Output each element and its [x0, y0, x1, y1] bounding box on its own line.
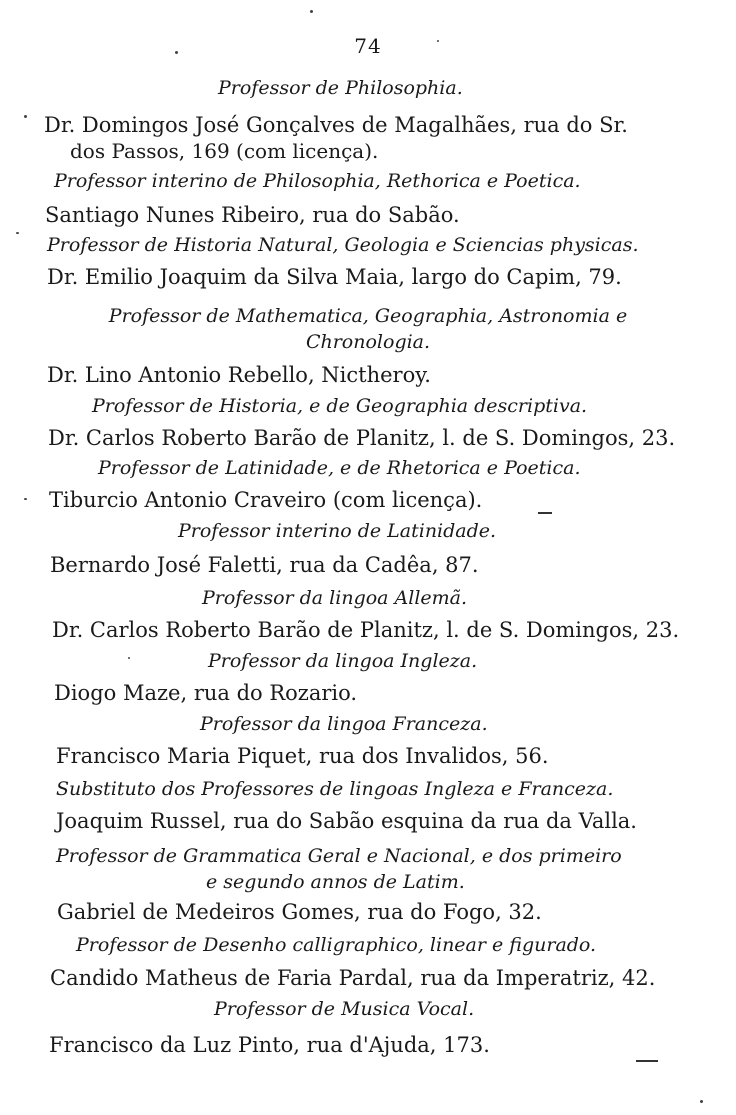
heading-franceza: Professor da lingoa Franceza.	[200, 713, 488, 735]
entry-text-line: Dr. Domingos José Gonçalves de Magalhães, rua do Sr.	[44, 113, 628, 137]
scan-speck	[310, 10, 313, 13]
heading-desenho: Professor de Desenho calligraphico, linear e figurado.	[76, 934, 597, 956]
scan-speck	[700, 1100, 703, 1103]
scan-speck	[175, 51, 178, 54]
heading-line: Chronologia.	[305, 331, 431, 353]
entry-text-line: Dr. Carlos Roberto Barão de Planitz, l. de S. Domingos, 23.	[48, 426, 676, 450]
heading-latinidade: Professor de Latinidade, e de Rhetorica e Poetica.	[98, 457, 581, 479]
entry-text-line: Dr. Emilio Joaquim da Silva Maia, largo do Capim, 79.	[47, 265, 622, 289]
scan-dash	[636, 1060, 658, 1062]
heading-line: Professor de Mathematica, Geographia, Astronomia e	[108, 305, 628, 327]
entry-text-line: Dr. Carlos Roberto Barão de Planitz, l. de S. Domingos, 23.	[52, 618, 680, 642]
heading-interino-latinidade: Professor interino de Latinidade.	[178, 520, 497, 542]
entry-text-line: Dr. Lino Antonio Rebello, Nictheroy.	[47, 363, 431, 387]
entry-text-line: Francisco da Luz Pinto, rua d'Ajuda, 173.	[49, 1033, 490, 1057]
heading-substituto: Substituto dos Professores de lingoas Ingleza e Franceza.	[56, 778, 614, 800]
entry-text-line: Candido Matheus de Faria Pardal, rua da Imperatriz, 42.	[50, 966, 656, 990]
entry-text-line: Francisco Maria Piquet, rua dos Invalidos, 56.	[56, 744, 549, 768]
entry-text-line: Santiago Nunes Ribeiro, rua do Sabão.	[45, 203, 460, 227]
heading-historia: Professor de Historia, e de Geographia descriptiva.	[92, 395, 588, 417]
scan-speck	[437, 40, 439, 42]
entry-text-line: Diogo Maze, rua do Rozario.	[54, 681, 358, 705]
page-number: 74	[354, 34, 382, 58]
scan-dash	[538, 512, 552, 514]
scan-speck	[24, 115, 27, 118]
heading-grammatica	[56, 843, 656, 895]
heading-historia-natural: Professor de Historia Natural, Geologia e Sciencias physicas.	[47, 234, 639, 256]
heading-line: Professor de Grammatica Geral e Nacional, e dos primeiro	[56, 845, 622, 867]
scan-speck	[128, 657, 130, 659]
heading-interino-philosophia: Professor interino de Philosophia, Rethorica e Poetica.	[54, 170, 581, 192]
entry-text-line: Gabriel de Medeiros Gomes, rua do Fogo, 32.	[57, 900, 542, 924]
entry-text-line: dos Passos, 169 (com licença).	[70, 139, 379, 163]
heading-line: e segundo annos de Latim.	[206, 871, 465, 893]
entry-text-line: Tiburcio Antonio Craveiro (com licença).	[49, 488, 483, 512]
entry-text-line: Joaquim Russel, rua do Sabão esquina da rua da Valla.	[56, 809, 637, 833]
heading-philosophia: Professor de Philosophia.	[218, 77, 463, 99]
heading-musica: Professor de Musica Vocal.	[214, 998, 475, 1020]
heading-ingleza: Professor da lingoa Ingleza.	[208, 650, 478, 672]
scan-speck	[16, 232, 19, 234]
heading-mathematica	[0, 303, 736, 355]
scan-speck	[24, 498, 27, 500]
entry-text-line: Bernardo José Faletti, rua da Cadêa, 87.	[50, 553, 479, 577]
heading-allema: Professor da lingoa Allemã.	[202, 587, 468, 609]
